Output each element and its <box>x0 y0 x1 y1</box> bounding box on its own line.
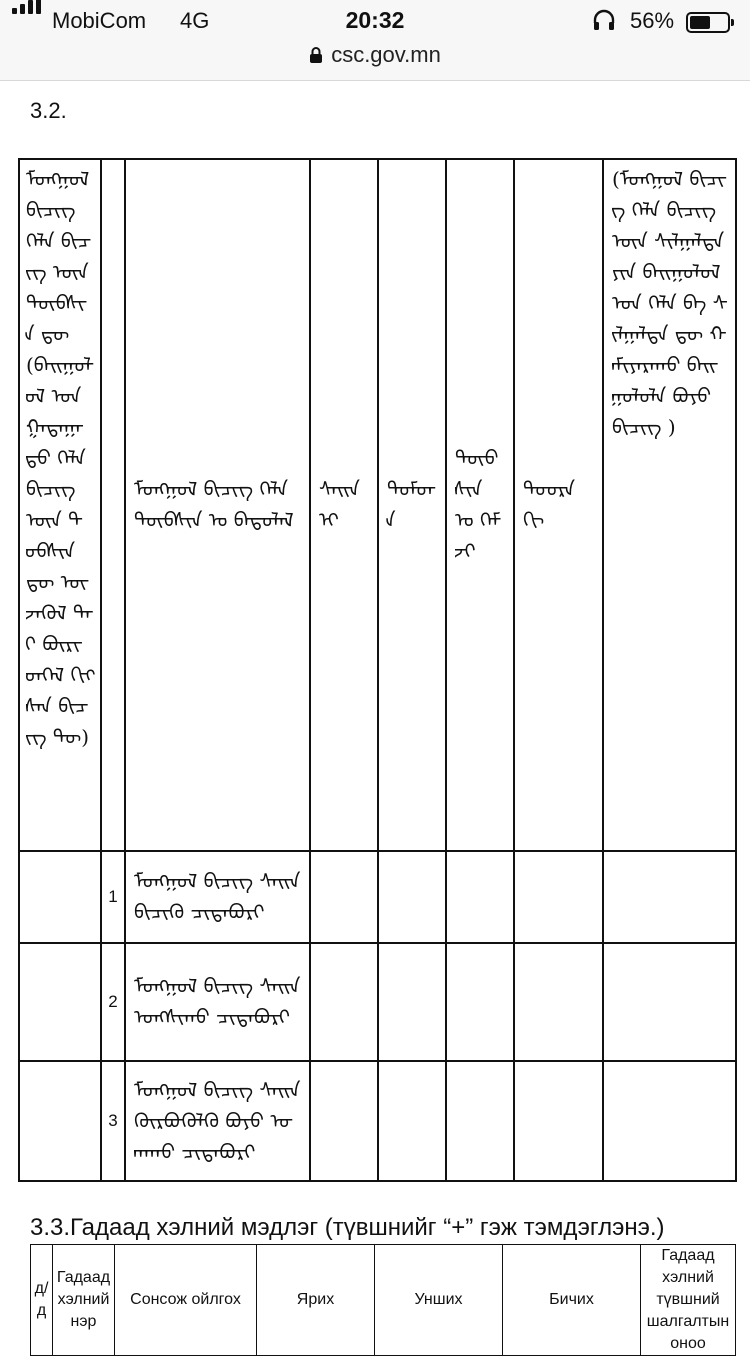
header-cell-level-measure: ᠲᠦᠪᠰᠢᠨ ᠤ ᠬᠡᠮᠵᠢ <box>446 159 514 851</box>
row-number: 2 <box>101 943 125 1061</box>
row-skill-text: ᠮᠣᠩᠭᠣᠯ ᠪᠢᠴᠢᠭ ᠰᠠᠢᠨ ᠤᠩᠰᠢᠬᠤ ᠴᠢᠳᠠᠪᠤᠷᠢ <box>125 943 310 1061</box>
row-skill-text: ᠮᠣᠩᠭᠣᠯ ᠪᠢᠴᠢᠭ ᠰᠠᠢᠨ ᠪᠢᠴᠢᠬᠦ ᠴᠢᠳᠠᠪᠤᠷᠢ <box>125 851 310 943</box>
page-content <box>0 80 750 1352</box>
battery-percent: 56% <box>630 8 675 33</box>
header-cell-num <box>101 159 125 851</box>
address-bar[interactable] <box>0 42 750 70</box>
col-header-speaking: Ярих <box>257 1245 375 1356</box>
row-skill-text: ᠮᠣᠩᠭᠣᠯ ᠪᠢᠴᠢᠭ ᠰᠠᠢᠨ ᠬᠥᠷᠪᠦᠭᠦᠯᠬᠦ ᠪᠤᠶᠤ ᠤᠬᠠᠬᠤ ᠴᠢᠳᠠᠪᠤᠷᠢ <box>125 1061 310 1181</box>
header-cell-assessment: ᠮᠣᠩᠭᠣᠯ ᠪᠢᠴᠢᠭ ᠬᠡᠯᠡ ᠲᠦᠪᠰᠢᠨ ᠤ ᠪᠠᠲᠤᠯᠠᠯ <box>125 159 310 851</box>
lock-icon <box>309 44 323 70</box>
carrier-name: MobiCom <box>52 8 147 33</box>
battery-fill <box>690 16 710 29</box>
col-header-language: Гадаад хэлний нэр <box>53 1245 115 1356</box>
headphones-icon <box>592 9 616 37</box>
section-3-2-heading: 3.2. <box>30 98 67 123</box>
mongolian-script-table <box>18 158 737 1182</box>
table-header-row <box>19 159 736 851</box>
table-row <box>19 943 736 1061</box>
foreign-language-table <box>30 1244 736 1356</box>
col-header-listening: Сонсож ойлгох <box>115 1245 257 1356</box>
col-header-reading: Унших <box>375 1245 503 1356</box>
foreign-language-table-viewport <box>0 1244 750 1352</box>
network-type: 4G <box>180 8 210 33</box>
url-text: csc.gov.mn <box>331 42 441 67</box>
header-cell-level: ᠮᠣᠩᠭᠣᠯ ᠪᠢᠴᠢᠭ ᠬᠡᠯᠡ ᠪᠢᠴᠢᠭ᠌ ᠦᠨ ᠲᠦᠪᠰᠢᠨ ᠳᠦ (ᠪᠠᠢᠭᠤᠯᠤᠯ ᠤᠨ ᠭᠠᠳᠠᠭᠠᠳᠤ ᠬᠡᠯᠡ ᠪᠢᠴᠢᠭ ᠦᠨ ᠲᠦᠪᠰᠢᠨ ᠳᠦ ᠦᠵᠡᠭᠦᠯ ᠲᠠᠢ ᠪᠦᠷᠢᠳᠬᠡᠯ ᠬᠢᠭᠰᠡᠨ ᠪᠢᠴᠢᠭ᠌ ᠲᠦ) <box>19 159 101 851</box>
table-row <box>19 851 736 943</box>
battery-icon <box>686 12 730 33</box>
table-header-row <box>31 1245 736 1356</box>
status-bar <box>0 0 750 81</box>
header-cell-certificate: (ᠮᠣᠩᠭᠣᠯ ᠪᠢᠴᠢᠭ ᠬᠡᠯᠡ ᠪᠢᠴᠢᠭ ᠦᠨ ᠰᠢᠯᠭᠠᠯᠲᠠ ᠶᠢᠨ ᠪᠠᠢᠭᠤᠯᠤᠯ ᠤᠨ ᠬᠡᠯᠡ ᠪᠡ ᠰᠢᠯᠭᠠᠯᠲᠠ ᠳᠦ ᠬᠠᠮᠢᠶᠠᠷᠠᠬᠤ ᠪᠠᠢᠭᠤᠯᠤᠯᠠ ᠪᠤᠶᠤ ᠪᠢᠴᠢᠭ᠌ ) <box>603 159 736 851</box>
header-cell-average: ᠳᠤᠮᠳᠠ <box>378 159 446 851</box>
col-header-num: д/д <box>31 1245 53 1356</box>
status-time: 20:32 <box>345 7 405 33</box>
row-number: 1 <box>101 851 125 943</box>
col-header-writing: Бичих <box>503 1245 641 1356</box>
row-number: 3 <box>101 1061 125 1181</box>
col-header-exam-score: Гадаад хэлний түвшний шалгалтын оноо <box>641 1245 736 1356</box>
table-row <box>19 1061 736 1181</box>
header-cell-good: ᠰᠠᠢᠨ ᠢ <box>310 159 378 851</box>
header-cell-low: ᠳᠣᠣᠷᠠ ᠬᠢ <box>514 159 603 851</box>
section-3-3-heading: 3.3.Гадаад хэлний мэдлэг (түвшнийг “+” гэж тэмдэглэнэ.) <box>30 1214 665 1241</box>
